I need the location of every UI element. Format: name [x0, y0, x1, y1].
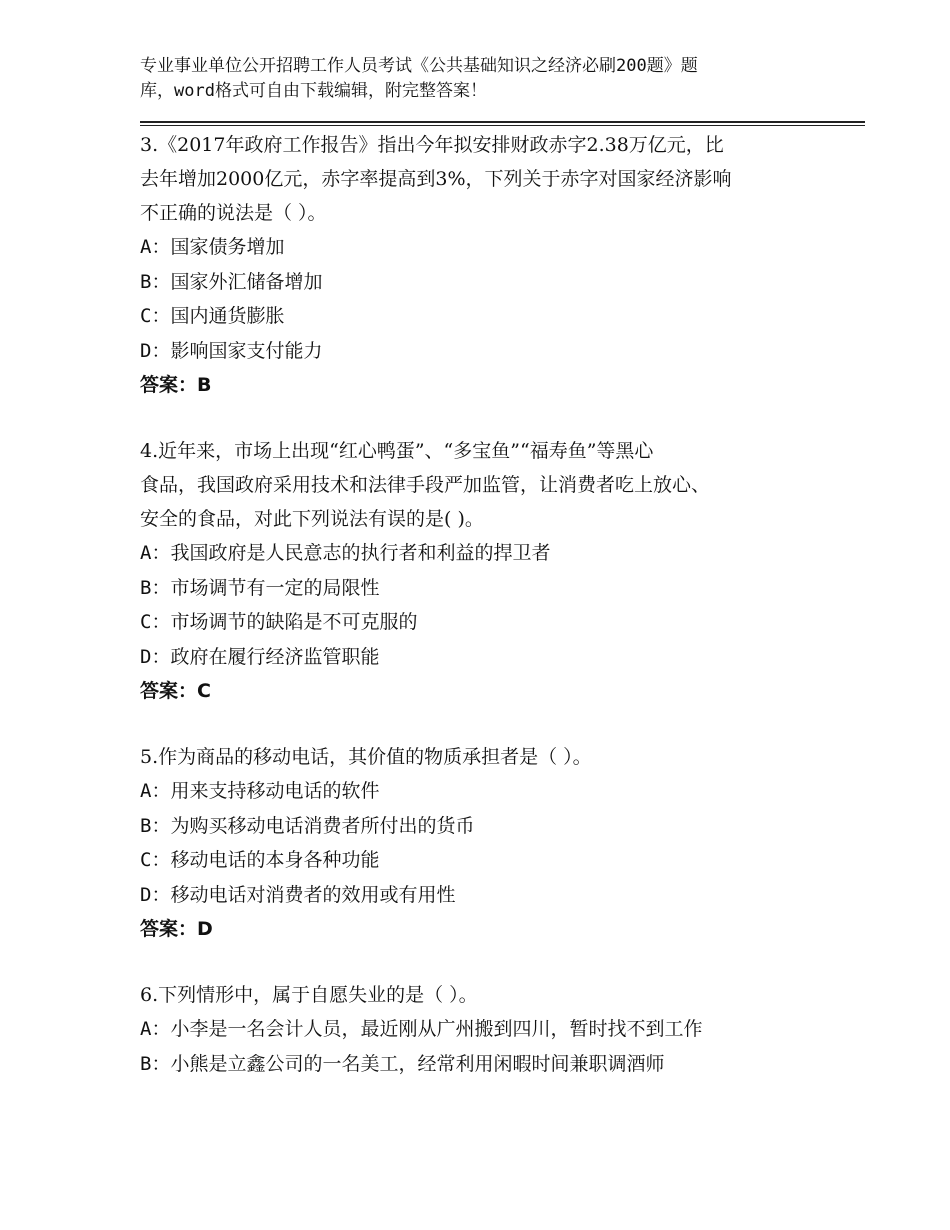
option-c: C：国内通货膨胀 [140, 305, 285, 327]
question-stem-line: 去年增加2000亿元，赤字率提高到3%，下列关于赤字对国家经济影响 [140, 168, 732, 190]
question-stem-line: 6.下列情形中，属于自愿失业的是（ ）。 [140, 984, 478, 1006]
option-c: C：移动电话的本身各种功能 [140, 849, 380, 871]
question-stem-line: 食品，我国政府采用技术和法律手段严加监管，让消费者吃上放心、 [140, 474, 711, 496]
option-a: A：国家债务增加 [140, 236, 285, 258]
question-stem-line: 5.作为商品的移动电话，其价值的物质承担者是（ ）。 [140, 746, 592, 768]
answer-label: 答案：C [140, 680, 211, 702]
question-stem-line: 3.《2017年政府工作报告》指出今年拟安排财政赤字2.38万亿元，比 [140, 134, 724, 156]
option-a: A：我国政府是人民意志的执行者和利益的捍卫者 [140, 542, 551, 564]
option-d: D：移动电话对消费者的效用或有用性 [140, 883, 456, 906]
option-d: D：政府在履行经济监管职能 [140, 645, 380, 668]
question-list [140, 128, 840, 1113]
question-5 [140, 740, 840, 946]
document-header [140, 54, 780, 104]
question-6 [140, 978, 840, 1081]
question-stem-line: 不正确的说法是（ ）。 [140, 202, 327, 224]
question-stem-line: 4.近年来，市场上出现“红心鸭蛋”、“多宝鱼”“福寿鱼”等黑心 [140, 440, 654, 462]
header-divider-thin [140, 125, 865, 126]
option-b: B：市场调节有一定的局限性 [140, 576, 380, 599]
answer-label: 答案：B [140, 374, 212, 396]
question-4 [140, 434, 840, 708]
option-b: B：为购买移动电话消费者所付出的货币 [140, 814, 475, 837]
option-c: C：市场调节的缺陷是不可克服的 [140, 611, 418, 633]
question-3 [140, 128, 840, 402]
option-d: D：影响国家支付能力 [140, 339, 323, 362]
answer-label: 答案：D [140, 918, 213, 940]
option-a: A：小李是一名会计人员，最近刚从广州搬到四川，暂时找不到工作 [140, 1018, 703, 1040]
option-a: A：用来支持移动电话的软件 [140, 780, 380, 802]
question-stem-line: 安全的食品，对此下列说法有误的是( )。 [140, 508, 484, 530]
header-title-line-1: 专业事业单位公开招聘工作人员考试《公共基础知识之经济必刷200题》题 [140, 56, 698, 76]
option-b: B：小熊是立鑫公司的一名美工，经常利用闲暇时间兼职调酒师 [140, 1052, 665, 1075]
header-divider-thick [140, 121, 865, 123]
option-b: B：国家外汇储备增加 [140, 270, 323, 293]
header-title-line-2: 库，word格式可自由下载编辑，附完整答案！ [140, 81, 487, 101]
